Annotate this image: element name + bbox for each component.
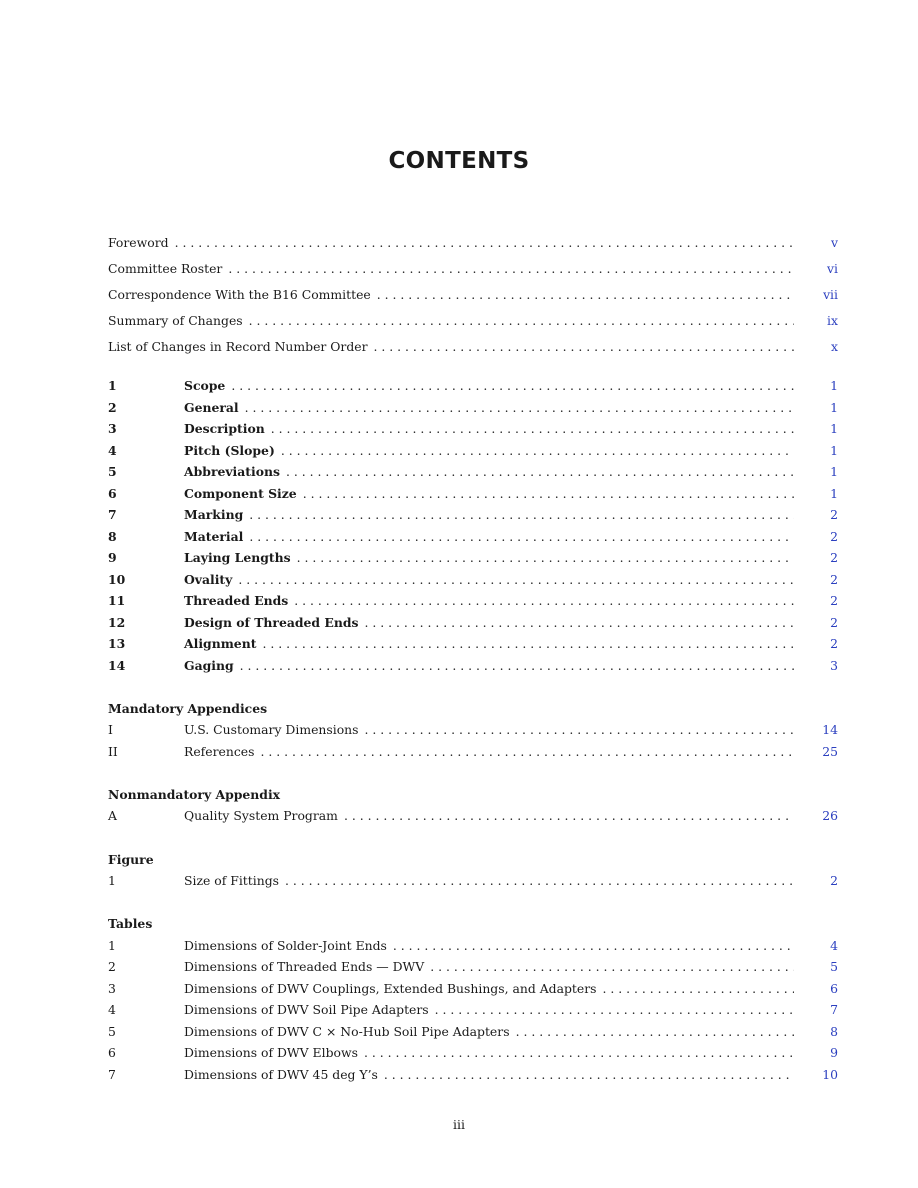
dot-leader — [281, 443, 794, 458]
toc-section-13[interactable] — [108, 636, 838, 656]
dot-leader — [262, 636, 794, 651]
toc-entry-foreword[interactable] — [108, 235, 838, 255]
toc-appendix-I[interactable] — [108, 722, 838, 742]
toc-section-number: 7 — [108, 507, 117, 522]
toc-page-link[interactable]: 26 — [822, 808, 838, 823]
toc-page-link[interactable]: 3 — [830, 657, 838, 673]
toc-appendix-number: I — [108, 722, 113, 737]
toc-page-link[interactable]: 2 — [830, 593, 838, 608]
dot-leader — [374, 339, 794, 354]
toc-page-link[interactable]: 1 — [830, 399, 838, 415]
toc-section-5[interactable] — [108, 464, 838, 484]
toc-section-number: 13 — [108, 636, 126, 651]
toc-page-link[interactable]: 2 — [830, 507, 838, 522]
toc-section-number: 12 — [108, 614, 126, 630]
toc-page-link[interactable]: 25 — [822, 743, 838, 759]
toc-table-1[interactable] — [108, 938, 838, 958]
dot-leader — [240, 658, 794, 673]
toc-section-title: General — [184, 399, 239, 415]
toc-page-link[interactable]: 2 — [830, 873, 838, 888]
toc-section-number: 8 — [108, 528, 117, 544]
toc-page-link[interactable]: vi — [827, 261, 838, 276]
toc-section-2[interactable] — [108, 400, 838, 420]
dot-leader — [231, 378, 794, 393]
toc-entry-title: Summary of Changes — [108, 313, 243, 328]
toc-page-link[interactable]: 2 — [830, 528, 838, 544]
toc-section-title: Marking — [184, 507, 244, 522]
toc-table-title: Dimensions of DWV Elbows — [184, 1045, 358, 1060]
toc-page-link[interactable]: 9 — [830, 1045, 838, 1060]
toc-section-6[interactable] — [108, 486, 838, 506]
toc-section-number: 14 — [108, 657, 126, 673]
dot-leader — [303, 486, 794, 501]
toc-section-10[interactable] — [108, 572, 838, 592]
toc-table-title: Dimensions of DWV C × No-Hub Soil Pipe Adapters — [184, 1023, 510, 1039]
toc-page-link[interactable]: 2 — [830, 636, 838, 651]
toc-page-link[interactable]: 7 — [830, 1002, 838, 1017]
toc-page-link[interactable]: 14 — [822, 722, 838, 737]
dot-leader — [365, 615, 795, 630]
toc-section-title: Abbreviations — [184, 464, 280, 479]
dot-leader — [271, 421, 794, 436]
dot-leader — [516, 1024, 794, 1039]
dot-leader — [435, 1002, 794, 1017]
toc-entry-committee-roster[interactable] — [108, 261, 838, 281]
dot-leader — [430, 959, 794, 974]
toc-page-link[interactable]: 8 — [830, 1023, 838, 1039]
dot-leader — [365, 722, 794, 737]
toc-section-number: 1 — [108, 378, 117, 393]
toc-section-title: Description — [184, 421, 265, 436]
toc-entry-correspondence[interactable] — [108, 287, 838, 307]
toc-appendix-title: U.S. Customary Dimensions — [184, 722, 359, 737]
toc-section-14[interactable] — [108, 658, 838, 678]
toc-section-7[interactable] — [108, 507, 838, 527]
toc-page-link[interactable]: 1 — [830, 421, 838, 436]
dot-leader — [393, 938, 794, 953]
dot-leader — [249, 313, 794, 328]
dot-leader — [249, 507, 794, 522]
dot-leader — [294, 593, 794, 608]
dot-leader — [245, 400, 794, 415]
toc-section-number: 6 — [108, 485, 117, 501]
toc-section-9[interactable] — [108, 550, 838, 570]
toc-page-link[interactable]: 4 — [830, 937, 838, 953]
toc-entry-title: Correspondence With the B16 Committee — [108, 287, 371, 302]
toc-section-title: Pitch (Slope) — [184, 442, 275, 458]
dot-leader — [286, 464, 794, 479]
toc-figure-number: 1 — [108, 873, 116, 888]
toc-entry-title: Foreword — [108, 235, 169, 250]
toc-table-4[interactable] — [108, 1002, 838, 1022]
toc-table-title: Dimensions of DWV 45 deg Y’s — [184, 1066, 378, 1082]
toc-section-number: 10 — [108, 571, 126, 587]
toc-table-2[interactable] — [108, 959, 838, 979]
toc-table-5[interactable] — [108, 1024, 838, 1044]
toc-page-link[interactable]: x — [831, 339, 838, 354]
toc-heading-tables: Tables — [108, 916, 153, 931]
toc-section-8[interactable] — [108, 529, 838, 549]
toc-page-link[interactable]: 5 — [830, 959, 838, 974]
toc-section-title: Threaded Ends — [184, 593, 289, 608]
toc-table-title: Dimensions of DWV Soil Pipe Adapters — [184, 1002, 429, 1017]
dot-leader — [249, 529, 794, 544]
toc-table-title: Dimensions of Threaded Ends — DWV — [184, 959, 425, 974]
toc-section-title: Gaging — [184, 657, 234, 673]
toc-entry-title: List of Changes in Record Number Order — [108, 339, 368, 354]
toc-figure-1[interactable] — [108, 873, 838, 893]
toc-section-number: 9 — [108, 550, 117, 565]
toc-section-11[interactable] — [108, 593, 838, 613]
toc-page-link[interactable]: 1 — [830, 464, 838, 479]
toc-page-link[interactable]: 1 — [830, 378, 838, 393]
toc-section-1[interactable] — [108, 378, 838, 398]
toc-table-3[interactable] — [108, 981, 838, 1001]
toc-heading-nonmandatory-appendix: Nonmandatory Appendix — [108, 787, 281, 802]
page-title: CONTENTS — [388, 148, 530, 174]
toc-heading-figure: Figure — [108, 851, 154, 867]
dot-leader — [260, 744, 794, 759]
dot-leader — [377, 287, 794, 302]
toc-section-number: 11 — [108, 593, 126, 608]
toc-section-title: Material — [184, 528, 244, 544]
footer-page-number: iii — [453, 1117, 465, 1132]
toc-table-number: 4 — [108, 1002, 116, 1017]
toc-section-12[interactable] — [108, 615, 838, 635]
toc-page-link[interactable]: vii — [823, 287, 838, 302]
dot-leader — [603, 981, 794, 996]
toc-figure-title: Size of Fittings — [184, 873, 279, 888]
toc-section-title: Ovality — [184, 571, 233, 587]
toc-section-title: Laying Lengths — [184, 550, 291, 565]
toc-appendix-number: A — [108, 808, 117, 823]
toc-section-title: Design of Threaded Ends — [184, 614, 359, 630]
toc-appendix-number: II — [108, 743, 118, 759]
toc-table-title: Dimensions of Solder-Joint Ends — [184, 937, 387, 953]
dot-leader — [364, 1045, 794, 1060]
toc-appendix-title: Quality System Program — [184, 808, 338, 823]
toc-table-number: 6 — [108, 1045, 116, 1060]
toc-section-number: 4 — [108, 442, 117, 458]
toc-page-link[interactable]: 2 — [830, 614, 838, 630]
toc-section-title: Alignment — [184, 636, 257, 651]
toc-table-number: 5 — [108, 1023, 116, 1039]
toc-section-4[interactable] — [108, 443, 838, 463]
toc-table-number: 7 — [108, 1066, 116, 1082]
toc-page-link[interactable]: 10 — [822, 1066, 838, 1082]
toc-table-number: 3 — [108, 980, 116, 996]
toc-heading-mandatory-appendices: Mandatory Appendices — [108, 701, 268, 716]
dot-leader — [297, 550, 794, 565]
toc-appendix-A[interactable] — [108, 808, 838, 828]
toc-appendix-II[interactable] — [108, 744, 838, 764]
toc-page-link[interactable]: 2 — [830, 571, 838, 587]
toc-page-link[interactable]: 1 — [830, 485, 838, 501]
dot-leader — [175, 235, 794, 250]
toc-table-number: 1 — [108, 937, 116, 953]
dot-leader — [384, 1067, 794, 1082]
dot-leader — [228, 261, 794, 276]
dot-leader — [344, 808, 794, 823]
toc-entry-list-of-changes[interactable] — [108, 339, 838, 359]
toc-page-link[interactable]: 2 — [830, 550, 838, 565]
toc-page-link[interactable]: 6 — [830, 980, 838, 996]
dot-leader — [285, 873, 794, 888]
toc-section-3[interactable] — [108, 421, 838, 441]
toc-section-number: 2 — [108, 399, 117, 415]
toc-table-6[interactable] — [108, 1045, 838, 1065]
toc-page-link[interactable]: 1 — [830, 442, 838, 458]
toc-table-number: 2 — [108, 959, 116, 974]
toc-table-7[interactable] — [108, 1067, 838, 1087]
toc-section-title: Scope — [184, 378, 226, 393]
toc-entry-summary-of-changes[interactable] — [108, 313, 838, 333]
toc-entry-title: Committee Roster — [108, 261, 223, 276]
dot-leader — [238, 572, 794, 587]
toc-section-number: 5 — [108, 464, 117, 479]
toc-section-title: Component Size — [184, 485, 297, 501]
toc-table-title: Dimensions of DWV Couplings, Extended Bushings, and Adapters — [184, 980, 597, 996]
toc-page-link[interactable]: ix — [827, 313, 838, 328]
toc-page-link[interactable]: v — [831, 235, 838, 250]
toc-appendix-title: References — [184, 743, 255, 759]
toc-section-number: 3 — [108, 421, 117, 436]
